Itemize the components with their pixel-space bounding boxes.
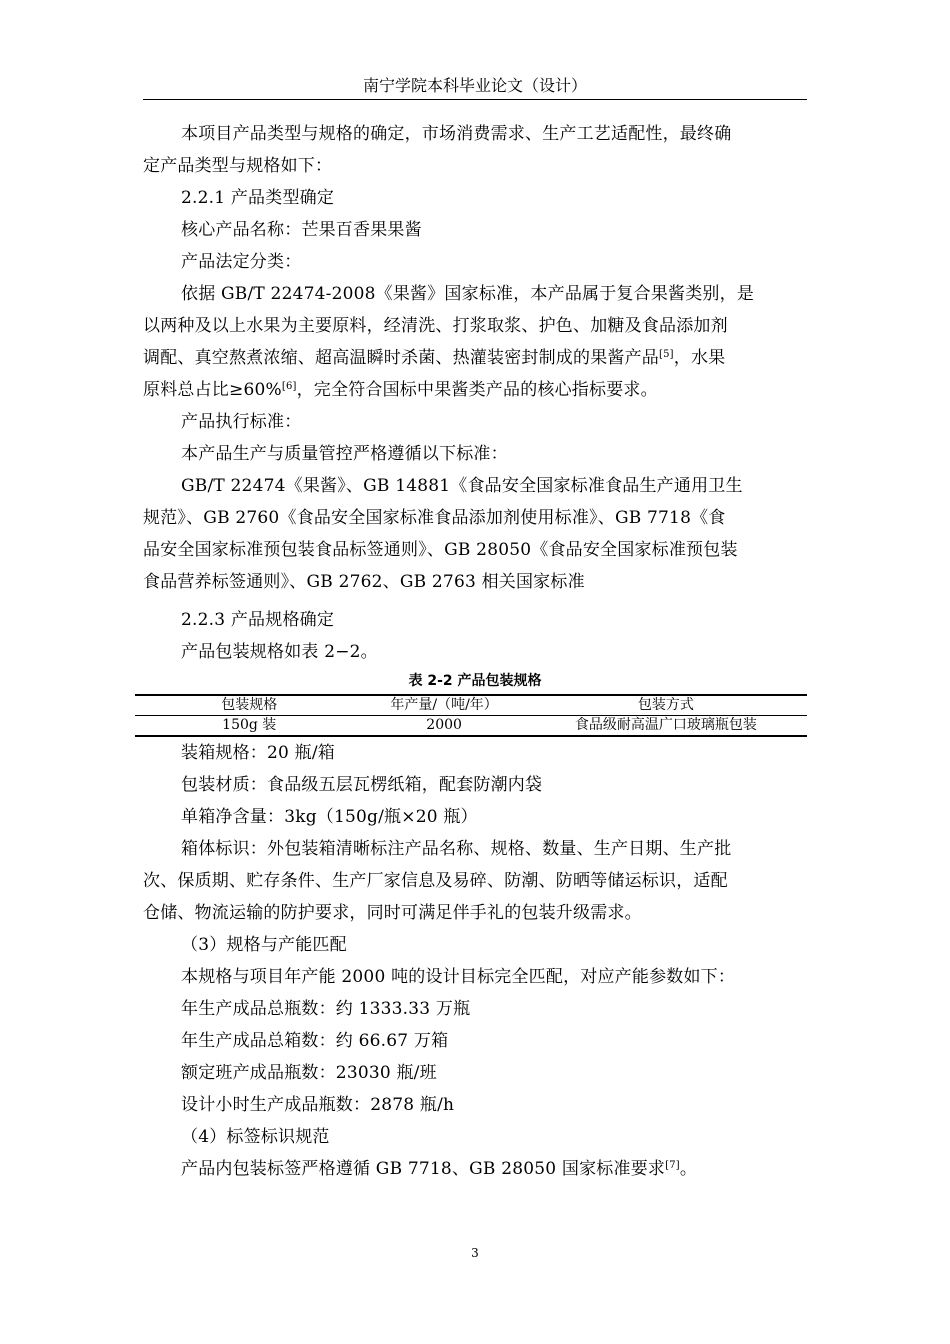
standards-paragraph bbox=[143, 470, 807, 598]
citation-7[interactable]: [7] bbox=[665, 1160, 680, 1171]
classification-paragraph bbox=[143, 278, 807, 406]
shift-bottles: 额定班产成品瓶数：23030 瓶/班 bbox=[181, 1063, 437, 1083]
annual-boxes: 年生产成品总箱数：约 66.67 万箱 bbox=[181, 1031, 449, 1051]
text-segment: 。 bbox=[679, 1159, 698, 1179]
execution-standard-label: 产品执行标准： bbox=[181, 412, 302, 432]
annual-bottles: 年生产成品总瓶数：约 1333.33 万瓶 bbox=[181, 999, 471, 1019]
header-rule bbox=[143, 99, 807, 100]
column-header: 包装方式 bbox=[637, 697, 694, 713]
table-header-row bbox=[135, 695, 807, 716]
column-header: 包装规格 bbox=[221, 697, 278, 713]
table-caption: 表 2-2 产品包装规格 bbox=[408, 673, 542, 689]
label-paragraph bbox=[143, 1153, 807, 1185]
execution-standard-intro: 本产品生产与质量管控严格遵循以下标准： bbox=[181, 444, 508, 464]
column-header: 年产量/（吨/年） bbox=[390, 697, 498, 713]
text-line: 仓储、物流运输的防护要求，同时可满足伴手礼的包装升级需求。 bbox=[143, 903, 642, 923]
text-line: 本项目产品类型与规格的确定，市场消费需求、生产工艺适配性，最终确 bbox=[181, 124, 732, 144]
page-header: 南宁学院本科毕业论文（设计） bbox=[362, 76, 587, 95]
table-row bbox=[135, 716, 807, 737]
citation-5[interactable]: [5] bbox=[659, 349, 674, 360]
text-line: GB/T 22474《果酱》、GB 14881《食品安全国家标准食品生产通用卫生 bbox=[181, 476, 743, 496]
text-segment: 产品内包装标签严格遵循 GB 7718、GB 28050 国家标准要求 bbox=[181, 1159, 666, 1179]
text-segment: ，水果 bbox=[673, 348, 726, 368]
table-reference: 产品包装规格如表 2−2。 bbox=[181, 642, 378, 662]
packaging-spec-table bbox=[135, 694, 807, 737]
table-cell: 150g 装 bbox=[222, 717, 277, 733]
section-heading-2-2-3: 2.2.3 产品规格确定 bbox=[181, 610, 335, 630]
label-heading: （4）标签标识规范 bbox=[181, 1127, 330, 1147]
hourly-bottles: 设计小时生产成品瓶数：2878 瓶/h bbox=[181, 1095, 455, 1115]
capacity-heading: （3）规格与产能匹配 bbox=[181, 935, 347, 955]
box-spec: 装箱规格：20 瓶/箱 bbox=[181, 743, 335, 763]
text-line bbox=[143, 374, 807, 406]
text-segment: 原料总占比≥60% bbox=[143, 380, 282, 400]
text-line: 箱体标识：外包装箱清晰标注产品名称、规格、数量、生产日期、生产批 bbox=[181, 839, 732, 859]
intro-paragraph bbox=[143, 118, 807, 182]
text-line: 次、保质期、贮存条件、生产厂家信息及易碎、防潮、防晒等储运标识，适配 bbox=[143, 871, 728, 891]
box-marking-paragraph bbox=[143, 833, 807, 929]
text-line: 依据 GB/T 22474-2008《果酱》国家标准，本产品属于复合果酱类别，是 bbox=[181, 284, 755, 304]
box-net-weight: 单箱净含量：3kg（150g/瓶×20 瓶） bbox=[181, 807, 478, 827]
packaging-material: 包装材质：食品级五层瓦楞纸箱，配套防潮内袋 bbox=[181, 775, 543, 795]
table-cell: 食品级耐高温广口玻璃瓶包装 bbox=[574, 717, 757, 733]
text-line: 品安全国家标准预包装食品标签通则》、GB 28050《食品安全国家标准预包装 bbox=[143, 540, 738, 560]
legal-classification-label: 产品法定分类： bbox=[181, 252, 302, 272]
text-line: 以两种及以上水果为主要原料，经清洗、打浆取浆、护色、加糖及食品添加剂 bbox=[143, 316, 728, 336]
page-number: 3 bbox=[471, 1246, 479, 1260]
text-segment: ，完全符合国标中果酱类产品的核心指标要求。 bbox=[296, 380, 658, 400]
text-line bbox=[143, 342, 807, 374]
text-segment: 调配、真空熬煮浓缩、超高温瞬时杀菌、热灌装密封制成的果酱产品 bbox=[143, 348, 659, 368]
text-line: 食品营养标签通则》、GB 2762、GB 2763 相关国家标准 bbox=[143, 572, 585, 592]
section-heading-2-2-1: 2.2.1 产品类型确定 bbox=[181, 188, 335, 208]
text-line: 定产品类型与规格如下： bbox=[143, 156, 333, 176]
capacity-intro: 本规格与项目年产能 2000 吨的设计目标完全匹配，对应产能参数如下： bbox=[181, 967, 736, 987]
text-line: 规范》、GB 2760《食品安全国家标准食品添加剂使用标准》、GB 7718《食 bbox=[143, 508, 726, 528]
citation-6[interactable]: [6] bbox=[281, 381, 297, 392]
core-product-name: 核心产品名称：芒果百香果果酱 bbox=[181, 220, 422, 240]
page-body bbox=[143, 118, 807, 1185]
table-cell: 2000 bbox=[426, 717, 462, 733]
